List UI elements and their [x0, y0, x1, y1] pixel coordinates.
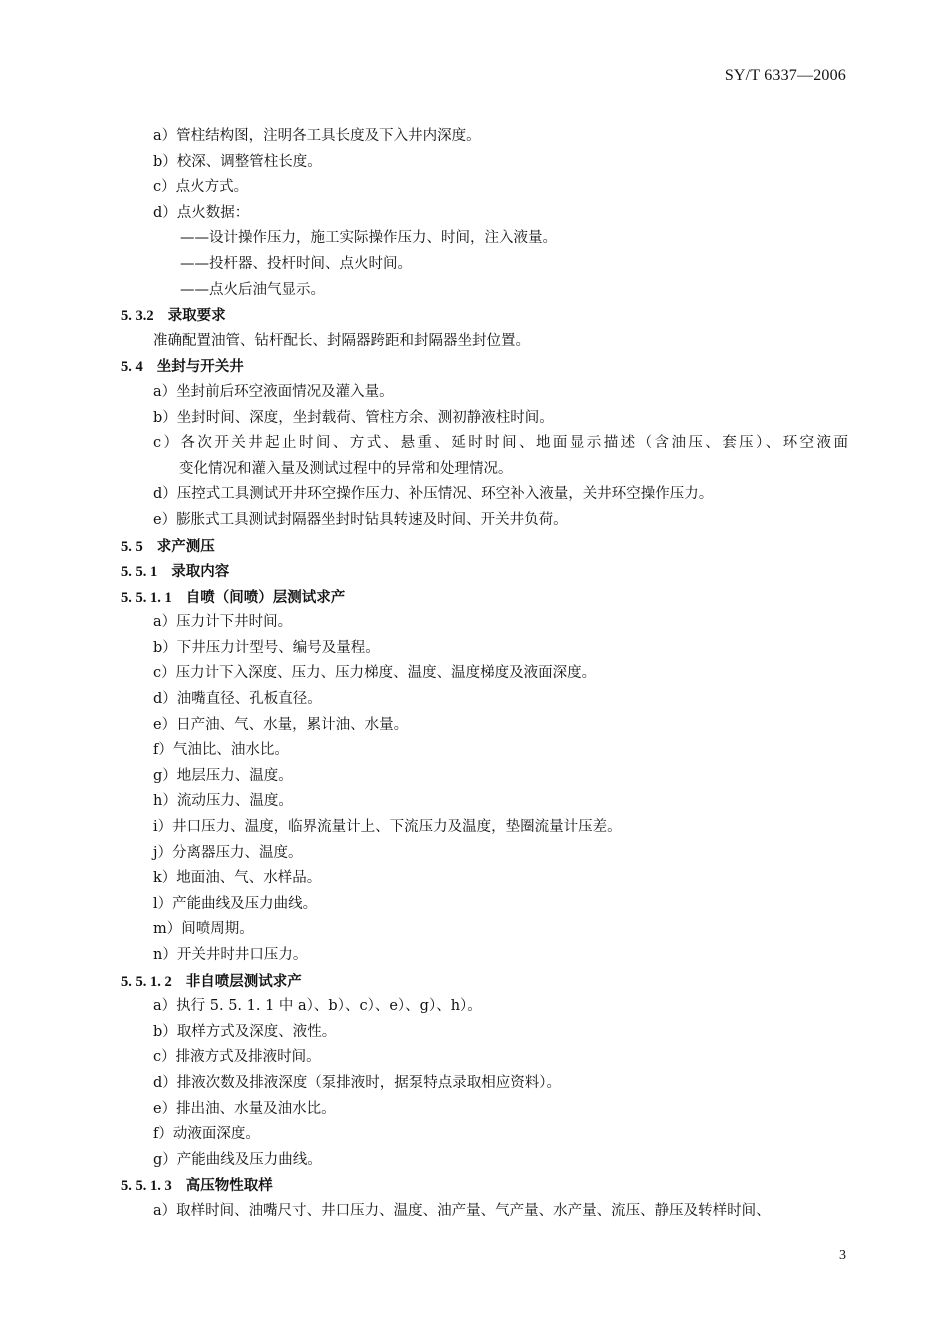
list-item: c）各次开关井起止时间、方式、悬重、延时时间、地面显示描述（含油压、套压）、环空液面: [153, 435, 848, 452]
section-title: 非自喷层测试求产: [185, 972, 302, 990]
section-number: 5. 5. 1. 2: [121, 973, 172, 990]
list-item: m）间喷周期。: [153, 921, 254, 938]
list-item: a）管柱结构图，注明各工具长度及下入井内深度。: [153, 128, 481, 144]
sub-list-item: ——点火后油气显示。: [180, 281, 325, 298]
list-item: i）井口压力、温度，临界流量计上、下流压力及温度，垫圈流量计压差。: [153, 819, 622, 836]
section-title: 自喷（间喷）层测试求产: [185, 588, 346, 606]
list-item: a）取样时间、油嘴尺寸、井口压力、温度、油产量、气产量、水产量、流压、静压及转样时间、: [153, 1202, 771, 1219]
section-heading: [0, 354, 950, 380]
list-item: d）排液次数及排液深度（泵排液时，据泵特点录取相应资料）。: [153, 1074, 562, 1091]
list-item: n）开关井时井口压力。: [153, 947, 308, 963]
section-heading: [0, 1173, 950, 1199]
list-item: b）下井压力计型号、编号及量程。: [153, 639, 380, 656]
section-number: 5. 3.2: [121, 308, 154, 325]
section-number: 5. 5. 1: [121, 564, 158, 581]
section-title: 录取内容: [171, 563, 230, 581]
list-item: j）分离器压力、温度。: [153, 844, 303, 861]
list-item: e）排出油、水量及油水比。: [153, 1100, 336, 1117]
standard-code-header: SY/T 6337—2006: [724, 67, 846, 84]
list-item: g）地层压力、温度。: [153, 767, 293, 784]
section-number: 5. 5. 1. 3: [121, 1178, 172, 1195]
list-item: b）取样方式及深度、液性。: [153, 1023, 337, 1040]
list-item: f）气油比、油水比。: [153, 742, 289, 759]
list-item: a）压力计下井时间。: [153, 614, 293, 631]
list-item: k）地面油、气、水样品。: [153, 870, 322, 887]
list-item-continuation: 变化情况和灌入量及测试过程中的异常和处理情况。: [179, 460, 513, 477]
list-item: e）膨胀式工具测试封隔器坐封时钻具转速及时间、开关井负荷。: [153, 511, 568, 528]
list-item: b）校深、调整管柱长度。: [153, 153, 322, 170]
page-number: 3: [839, 1248, 846, 1263]
list-item: d）油嘴直径、孔板直径。: [153, 691, 322, 708]
section-number: 5. 5. 1. 1: [121, 589, 172, 606]
list-item: l）产能曲线及压力曲线。: [153, 895, 318, 912]
list-item: g）产能曲线及压力曲线。: [153, 1151, 322, 1168]
document-body: [0, 124, 950, 1225]
list-item: d）压控式工具测试开井环空操作压力、补压情况、环空补入液量，关井环空操作压力。: [153, 486, 714, 503]
section-number: 5. 5: [121, 538, 143, 555]
section-heading: [0, 969, 950, 995]
section-heading: [0, 534, 950, 560]
list-item: d）点火数据：: [153, 204, 250, 221]
sub-list-item: ——投杆器、投杆时间、点火时间。: [180, 255, 412, 272]
section-heading: [0, 303, 950, 329]
section-title: 录取要求: [167, 307, 226, 325]
list-item: f）动液面深度。: [153, 1126, 260, 1143]
list-item: e）日产油、气、水量，累计油、水量。: [153, 716, 409, 733]
section-heading: [0, 559, 950, 585]
list-item: h）流动压力、温度。: [153, 793, 293, 810]
list-item: c）压力计下入深度、压力、压力梯度、温度、温度梯度及液面深度。: [153, 665, 597, 682]
section-title: 坐封与开关井: [156, 358, 244, 376]
list-item: c）点火方式。: [153, 179, 249, 196]
sub-list-item: ——设计操作压力，施工实际操作压力、时间，注入液量。: [180, 230, 557, 247]
list-item: b）坐封时间、深度，坐封载荷、管柱方余、测初静液柱时间。: [153, 409, 554, 426]
paragraph: 准确配置油管、钻杆配长、封隔器跨距和封隔器坐封位置。: [153, 332, 530, 349]
section-heading: [0, 585, 950, 611]
section-title: 求产测压: [156, 537, 215, 555]
section-number: 5. 4: [121, 359, 143, 376]
list-item: c）排液方式及排液时间。: [153, 1049, 321, 1066]
list-item: a）执行 5. 5. 1. 1 中 a）、b）、c）、e）、g）、h）。: [153, 998, 482, 1015]
list-item: a）坐封前后环空液面情况及灌入量。: [153, 383, 394, 400]
section-title: 高压物性取样: [185, 1177, 273, 1195]
